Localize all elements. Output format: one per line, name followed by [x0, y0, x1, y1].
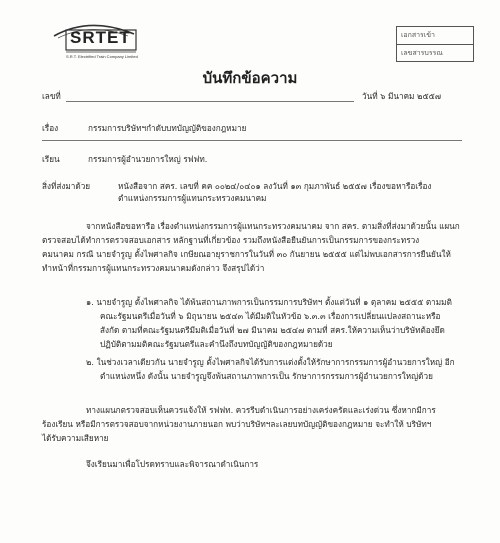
- subject-rule: [42, 140, 462, 141]
- body-line: คมนาคม กรณี นายจำรูญ ตั้งไพศาลกิจ เกษียณอายุราชการในวันที่ ๓๐ กันยายน ๒๕๕๕ แต่ไม่พบเอกสารการยืนยันให้: [42, 249, 451, 259]
- subject-text: กรรมการบริษัทฯกำดับบทบัญญัติของกฎหมาย: [88, 123, 247, 133]
- item-line: ปฏิบัติตามมติคณะรัฐมนตรีและคำนึงถึงบทบัญญัติของกฎหมายด้วย: [100, 339, 333, 349]
- subject-label: เรื่อง: [42, 123, 59, 133]
- body-line: ตรวจสอบได้ทำการตรวจสอบเอกสาร หลักฐานที่เกี่ยวข้อง รวมถึงหนังสือยืนยันการเป็นกรรมการของกระทรวง: [42, 235, 420, 245]
- stamp-row-incoming: เอกสารเข้า: [401, 31, 435, 39]
- body-line: ทางแผนกตรวจสอบเห็นควรแจ้งให้ รฟฟท. ควรรีบดำเนินการอย่างเคร่งครัดและเร่งด่วน ซึ่งหากมีการ: [86, 405, 436, 415]
- logo-name: SRTET: [70, 28, 131, 47]
- number-rule: [66, 101, 354, 102]
- body-line: จากหนังสือขอหารือ เรื่องตำแหน่งกรรมการผู้แทนกระทรวงคมนาคม จาก สคร. ตามสิ่งที่ส่งมาด้วยนั้น แผนก: [86, 221, 460, 231]
- item-line: ๑. นายจำรูญ ตั้งไพศาลกิจ ได้พ้นสถานภาพการเป็นกรรมการบริษัทฯ ตั้งแต่วันที่ ๑ ตุลาคม ๒๕๕๕ ตามมติ: [86, 297, 452, 307]
- attachment-line: ตำแหน่งกรรมการผู้แทนกระทรวงคมนาคม: [118, 193, 267, 203]
- item-line: สังกัด ตามที่คณะรัฐมนตรีมีมติเมื่อวันที่ ๒๗ มีนาคม ๒๕๔๗ ตามที่ สคร.ให้ความเห็นว่าบริษัทต้องยึด: [100, 325, 445, 335]
- item-line: ๒. ในช่วงเวลาเดียวกัน นายจำรูญ ตั้งไพศาลกิจได้รับการแต่งตั้งให้รักษาการกรรมการผู้อำนวยการใหญ่ อีก: [86, 357, 455, 367]
- stamp-row-registry: เลขสารบรรณ: [397, 44, 473, 61]
- receipt-stamp: [396, 26, 474, 62]
- attachment-line: หนังสือจาก สคร. เลขที่ คค ๐๐๒๔/๐๔๐๑ ลงวันที่ ๑๓ กุมภาพันธ์ ๒๕๕๗ เรื่องขอหารือเรื่อง: [118, 181, 432, 191]
- memo-date: วันที่ ๖ มีนาคม ๒๕๕๗: [362, 91, 442, 101]
- number-label: เลขที่: [42, 91, 61, 101]
- body-line: ได้รับความเสียหาย: [42, 433, 109, 443]
- body-line: ทำหน้าที่กรรมการผู้แทนกระทรวงคมนาคมดังกล่าว จึงสรุปได้ว่า: [42, 263, 265, 273]
- closing-line: จึงเรียนมาเพื่อโปรดทราบและพิจารณาดำเนินการ: [86, 459, 259, 469]
- item-line: คณะรัฐมนตรีเมื่อวันที่ ๖ มิถุนายน ๒๕๔๓ ได้มีมติในหัวข้อ ๖.๓.๓ เรื่องการเปลี่ยนแปลงสถานะหรือ: [100, 311, 441, 321]
- to-text: กรรมการผู้อำนวยการใหญ่ รฟฟท.: [88, 154, 208, 164]
- memo-title: บันทึกข้อความ: [202, 69, 298, 87]
- body-line: ร้องเรียน หรือมีการตรวจสอบจากหน่วยงานภายนอก พบว่าบริษัทฯละเลยบทบัญญัติของกฎหมาย จะทำให้ บริษัทฯ: [42, 419, 432, 429]
- attachment-label: สิ่งที่ส่งมาด้วย: [42, 181, 91, 191]
- logo-subtitle: S.R.T. Electrified Train Company Limited: [66, 54, 138, 59]
- item-line: ตำแหน่งหนึ่ง ดังนั้น นายจำรูญจึงพ้นสถานภาพการเป็น รักษาการกรรมการผู้อำนวยการใหญ่ด้วย: [100, 371, 433, 381]
- to-label: เรียน: [42, 154, 60, 164]
- srtet-logo: [30, 12, 150, 62]
